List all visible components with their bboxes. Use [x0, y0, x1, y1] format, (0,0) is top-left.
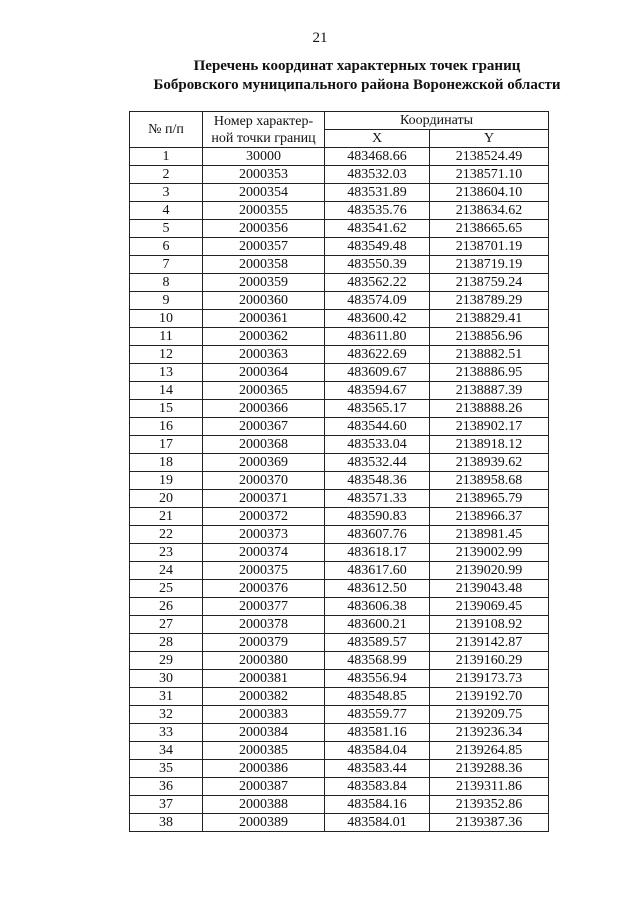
point-number-cell: 2000355	[203, 202, 325, 220]
coordinate-x-cell: 483612.50	[325, 580, 430, 598]
point-number-cell: 2000382	[203, 688, 325, 706]
table-row	[130, 346, 549, 364]
table-row	[130, 490, 549, 508]
coordinates-table	[129, 111, 549, 832]
coordinate-y-cell: 2139387.36	[430, 814, 549, 832]
table-row	[130, 220, 549, 238]
table-row	[130, 472, 549, 490]
coordinate-y-cell: 2139020.99	[430, 562, 549, 580]
row-number-cell: 32	[130, 706, 203, 724]
coordinate-x-cell: 483574.09	[325, 292, 430, 310]
coordinate-y-cell: 2139160.29	[430, 652, 549, 670]
coordinate-x-cell: 483589.57	[325, 634, 430, 652]
row-number-cell: 21	[130, 508, 203, 526]
table-row	[130, 634, 549, 652]
point-number-cell: 2000388	[203, 796, 325, 814]
table-row	[130, 202, 549, 220]
coordinate-x-cell: 483600.21	[325, 616, 430, 634]
row-number-cell: 24	[130, 562, 203, 580]
table-row	[130, 418, 549, 436]
coordinate-x-cell: 483617.60	[325, 562, 430, 580]
table-row	[130, 508, 549, 526]
table-row	[130, 148, 549, 166]
coordinate-x-cell: 483581.16	[325, 724, 430, 742]
point-number-cell: 2000357	[203, 238, 325, 256]
coordinate-x-cell: 483556.94	[325, 670, 430, 688]
coordinate-y-cell: 2138701.19	[430, 238, 549, 256]
point-number-cell: 2000380	[203, 652, 325, 670]
point-number-cell: 2000364	[203, 364, 325, 382]
coordinate-y-cell: 2138966.37	[430, 508, 549, 526]
table-row	[130, 544, 549, 562]
coordinate-x-cell: 483607.76	[325, 526, 430, 544]
coordinate-x-cell: 483531.89	[325, 184, 430, 202]
table-row	[130, 382, 549, 400]
coordinate-y-cell: 2139192.70	[430, 688, 549, 706]
header-coordinates: Координаты	[325, 112, 549, 130]
point-number-cell: 30000	[203, 148, 325, 166]
table-row	[130, 598, 549, 616]
table-row	[130, 436, 549, 454]
row-number-cell: 12	[130, 346, 203, 364]
point-number-cell: 2000376	[203, 580, 325, 598]
header-point-number	[203, 112, 325, 148]
point-number-cell: 2000387	[203, 778, 325, 796]
table-row	[130, 796, 549, 814]
table-row	[130, 328, 549, 346]
row-number-cell: 18	[130, 454, 203, 472]
row-number-cell: 4	[130, 202, 203, 220]
row-number-cell: 9	[130, 292, 203, 310]
point-number-cell: 2000384	[203, 724, 325, 742]
table-row	[130, 310, 549, 328]
table-row	[130, 274, 549, 292]
point-number-cell: 2000373	[203, 526, 325, 544]
row-number-cell: 30	[130, 670, 203, 688]
coordinate-y-cell: 2138571.10	[430, 166, 549, 184]
table-header	[130, 112, 549, 148]
point-number-cell: 2000353	[203, 166, 325, 184]
coordinate-x-cell: 483583.84	[325, 778, 430, 796]
coordinate-y-cell: 2139311.86	[430, 778, 549, 796]
point-number-cell: 2000362	[203, 328, 325, 346]
coordinate-y-cell: 2139264.85	[430, 742, 549, 760]
coordinate-x-cell: 483594.67	[325, 382, 430, 400]
coordinate-y-cell: 2138634.62	[430, 202, 549, 220]
coordinate-x-cell: 483611.80	[325, 328, 430, 346]
point-number-cell: 2000358	[203, 256, 325, 274]
title-line-2: Бобровского муниципального района Воронежской области	[153, 77, 561, 93]
row-number-cell: 29	[130, 652, 203, 670]
coordinate-y-cell: 2138939.62	[430, 454, 549, 472]
coordinate-y-cell: 2139236.34	[430, 724, 549, 742]
coordinate-y-cell: 2139069.45	[430, 598, 549, 616]
coordinate-x-cell: 483565.17	[325, 400, 430, 418]
table-body	[130, 148, 549, 832]
coordinate-x-cell: 483618.17	[325, 544, 430, 562]
coordinate-x-cell: 483533.04	[325, 436, 430, 454]
point-number-cell: 2000371	[203, 490, 325, 508]
row-number-cell: 27	[130, 616, 203, 634]
point-number-cell: 2000369	[203, 454, 325, 472]
point-number-cell: 2000381	[203, 670, 325, 688]
row-number-cell: 35	[130, 760, 203, 778]
coordinate-y-cell: 2138886.95	[430, 364, 549, 382]
point-number-cell: 2000361	[203, 310, 325, 328]
point-number-cell: 2000383	[203, 706, 325, 724]
coordinate-y-cell: 2139043.48	[430, 580, 549, 598]
table-row	[130, 616, 549, 634]
point-number-cell: 2000366	[203, 400, 325, 418]
row-number-cell: 1	[130, 148, 203, 166]
row-number-cell: 3	[130, 184, 203, 202]
title-line-1: Перечень координат характерных точек границ	[193, 58, 521, 74]
table-row	[130, 706, 549, 724]
row-number-cell: 7	[130, 256, 203, 274]
coordinate-x-cell: 483562.22	[325, 274, 430, 292]
table-row	[130, 580, 549, 598]
table-row	[130, 526, 549, 544]
coordinate-x-cell: 483590.83	[325, 508, 430, 526]
coordinate-x-cell: 483568.99	[325, 652, 430, 670]
row-number-cell: 2	[130, 166, 203, 184]
coordinate-y-cell: 2139142.87	[430, 634, 549, 652]
header-x: X	[325, 130, 430, 148]
point-number-cell: 2000374	[203, 544, 325, 562]
row-number-cell: 22	[130, 526, 203, 544]
table-row	[130, 688, 549, 706]
document-title	[0, 57, 640, 95]
coordinate-y-cell: 2138882.51	[430, 346, 549, 364]
coordinate-x-cell: 483622.69	[325, 346, 430, 364]
coordinate-y-cell: 2139352.86	[430, 796, 549, 814]
point-number-cell: 2000377	[203, 598, 325, 616]
point-number-cell: 2000386	[203, 760, 325, 778]
row-number-cell: 14	[130, 382, 203, 400]
table-row	[130, 778, 549, 796]
row-number-cell: 28	[130, 634, 203, 652]
coordinate-x-cell: 483548.85	[325, 688, 430, 706]
table-row	[130, 364, 549, 382]
table-row	[130, 454, 549, 472]
coordinate-x-cell: 483535.76	[325, 202, 430, 220]
coordinate-x-cell: 483532.44	[325, 454, 430, 472]
table-row	[130, 742, 549, 760]
table-row	[130, 562, 549, 580]
coordinate-y-cell: 2138665.65	[430, 220, 549, 238]
coordinate-x-cell: 483606.38	[325, 598, 430, 616]
coordinate-y-cell: 2138918.12	[430, 436, 549, 454]
coordinate-y-cell: 2139002.99	[430, 544, 549, 562]
row-number-cell: 26	[130, 598, 203, 616]
row-number-cell: 8	[130, 274, 203, 292]
coordinate-x-cell: 483532.03	[325, 166, 430, 184]
point-number-cell: 2000363	[203, 346, 325, 364]
table-row	[130, 400, 549, 418]
coordinate-x-cell: 483548.36	[325, 472, 430, 490]
table-row	[130, 184, 549, 202]
coordinate-x-cell: 483559.77	[325, 706, 430, 724]
point-number-cell: 2000354	[203, 184, 325, 202]
row-number-cell: 6	[130, 238, 203, 256]
row-number-cell: 11	[130, 328, 203, 346]
row-number-cell: 31	[130, 688, 203, 706]
row-number-cell: 5	[130, 220, 203, 238]
table-row	[130, 652, 549, 670]
table-row	[130, 724, 549, 742]
header-number: № п/п	[130, 112, 203, 148]
point-number-cell: 2000378	[203, 616, 325, 634]
point-number-cell: 2000379	[203, 634, 325, 652]
point-number-cell: 2000359	[203, 274, 325, 292]
coordinate-y-cell: 2138604.10	[430, 184, 549, 202]
header-point-line-1: Номер характер-	[213, 113, 314, 129]
row-number-cell: 36	[130, 778, 203, 796]
table-row	[130, 814, 549, 832]
row-number-cell: 25	[130, 580, 203, 598]
row-number-cell: 13	[130, 364, 203, 382]
point-number-cell: 2000385	[203, 742, 325, 760]
table-row	[130, 760, 549, 778]
coordinate-y-cell: 2138981.45	[430, 526, 549, 544]
point-number-cell: 2000365	[203, 382, 325, 400]
coordinate-y-cell: 2139209.75	[430, 706, 549, 724]
coordinate-y-cell: 2138759.24	[430, 274, 549, 292]
table-row	[130, 256, 549, 274]
table-row	[130, 166, 549, 184]
row-number-cell: 16	[130, 418, 203, 436]
row-number-cell: 37	[130, 796, 203, 814]
coordinate-x-cell: 483609.67	[325, 364, 430, 382]
row-number-cell: 20	[130, 490, 203, 508]
row-number-cell: 23	[130, 544, 203, 562]
coordinate-y-cell: 2138719.19	[430, 256, 549, 274]
coordinate-y-cell: 2138789.29	[430, 292, 549, 310]
coordinate-x-cell: 483600.42	[325, 310, 430, 328]
table-row	[130, 292, 549, 310]
coordinate-y-cell: 2138958.68	[430, 472, 549, 490]
row-number-cell: 15	[130, 400, 203, 418]
coordinate-y-cell: 2138856.96	[430, 328, 549, 346]
coordinate-x-cell: 483584.16	[325, 796, 430, 814]
coordinate-y-cell: 2138829.41	[430, 310, 549, 328]
coordinate-y-cell: 2138888.26	[430, 400, 549, 418]
header-y: Y	[430, 130, 549, 148]
row-number-cell: 17	[130, 436, 203, 454]
coordinate-x-cell: 483541.62	[325, 220, 430, 238]
coordinate-x-cell: 483584.01	[325, 814, 430, 832]
point-number-cell: 2000375	[203, 562, 325, 580]
coordinate-x-cell: 483571.33	[325, 490, 430, 508]
point-number-cell: 2000360	[203, 292, 325, 310]
row-number-cell: 33	[130, 724, 203, 742]
point-number-cell: 2000370	[203, 472, 325, 490]
coordinate-x-cell: 483544.60	[325, 418, 430, 436]
coordinate-y-cell: 2139173.73	[430, 670, 549, 688]
coordinate-y-cell: 2138524.49	[430, 148, 549, 166]
coordinate-y-cell: 2138965.79	[430, 490, 549, 508]
row-number-cell: 34	[130, 742, 203, 760]
coordinate-y-cell: 2138887.39	[430, 382, 549, 400]
row-number-cell: 10	[130, 310, 203, 328]
point-number-cell: 2000372	[203, 508, 325, 526]
table-row	[130, 238, 549, 256]
point-number-cell: 2000356	[203, 220, 325, 238]
coordinate-x-cell: 483549.48	[325, 238, 430, 256]
page-number: 21	[312, 30, 328, 46]
coordinate-x-cell: 483550.39	[325, 256, 430, 274]
point-number-cell: 2000367	[203, 418, 325, 436]
coordinate-y-cell: 2138902.17	[430, 418, 549, 436]
row-number-cell: 38	[130, 814, 203, 832]
coordinate-x-cell: 483583.44	[325, 760, 430, 778]
table-row	[130, 670, 549, 688]
coordinate-x-cell: 483468.66	[325, 148, 430, 166]
coordinate-x-cell: 483584.04	[325, 742, 430, 760]
point-number-cell: 2000368	[203, 436, 325, 454]
coordinate-y-cell: 2139108.92	[430, 616, 549, 634]
coordinate-y-cell: 2139288.36	[430, 760, 549, 778]
header-point-line-2: ной точки границ	[211, 130, 316, 146]
point-number-cell: 2000389	[203, 814, 325, 832]
row-number-cell: 19	[130, 472, 203, 490]
